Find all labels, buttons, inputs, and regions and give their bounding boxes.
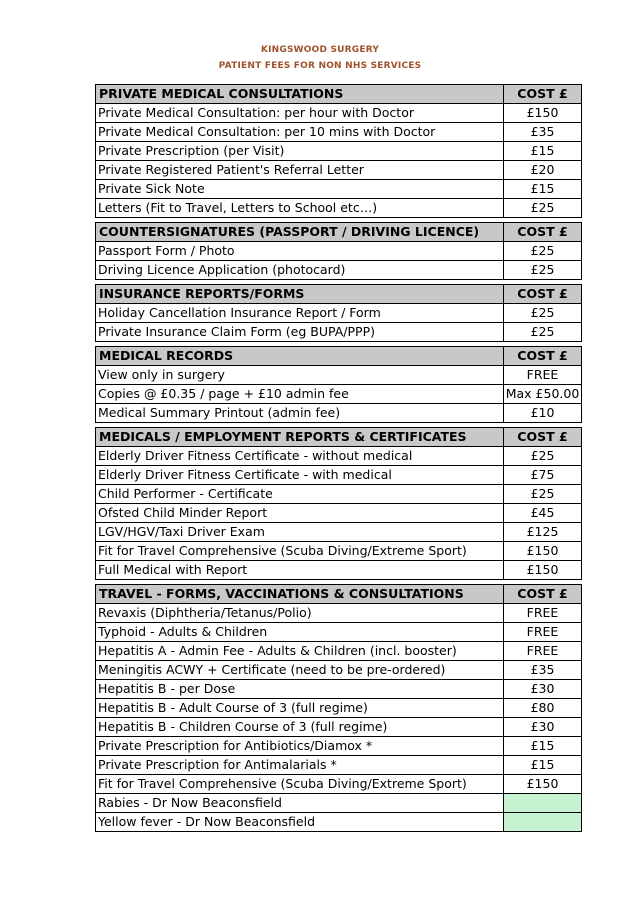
section-title: PRIVATE MEDICAL CONSULTATIONS (96, 85, 504, 103)
service-description: Elderly Driver Fitness Certificate - without medical (96, 447, 504, 465)
table-row (96, 736, 581, 755)
table-row (96, 103, 581, 122)
table-row (96, 179, 581, 198)
service-description: Child Performer - Certificate (96, 485, 504, 503)
service-cost: FREE (526, 605, 559, 620)
table-row (96, 303, 581, 322)
table-row (96, 679, 581, 698)
section-title: INSURANCE REPORTS/FORMS (96, 285, 504, 303)
fee-section (95, 84, 582, 218)
cost-column-header: COST £ (517, 286, 568, 301)
service-description: Private Prescription for Antibiotics/Diamox * (96, 737, 504, 755)
service-description: Elderly Driver Fitness Certificate - with medical (96, 466, 504, 484)
fee-section (95, 346, 582, 423)
section-title: MEDICALS / EMPLOYMENT REPORTS & CERTIFICATES (96, 428, 504, 446)
table-row (96, 522, 581, 541)
service-cost: £25 (530, 305, 555, 320)
service-description: Driving Licence Application (photocard) (96, 261, 504, 279)
table-row (96, 698, 581, 717)
table-row (96, 660, 581, 679)
service-description: Typhoid - Adults & Children (96, 623, 504, 641)
service-cost: £25 (530, 243, 555, 258)
fee-table (95, 84, 582, 836)
service-description: Medical Summary Printout (admin fee) (96, 404, 504, 422)
cost-column-header: COST £ (517, 348, 568, 363)
table-row (96, 812, 581, 831)
service-cost: FREE (526, 367, 559, 382)
service-cost: £80 (530, 700, 555, 715)
service-description: Rabies - Dr Now Beaconsfield (96, 794, 504, 812)
section-title: MEDICAL RECORDS (96, 347, 504, 365)
section-title: TRAVEL - FORMS, VACCINATIONS & CONSULTATIONS (96, 585, 504, 603)
service-description: Hepatitis B - Children Course of 3 (full regime) (96, 718, 504, 736)
service-cost: £15 (530, 757, 555, 772)
table-row (96, 365, 581, 384)
table-row (96, 717, 581, 736)
section-header-row (96, 85, 581, 103)
service-cost: £15 (530, 143, 555, 158)
table-row (96, 503, 581, 522)
service-description: Hepatitis A - Admin Fee - Adults & Children (incl. booster) (96, 642, 504, 660)
table-row (96, 198, 581, 217)
service-description: Hepatitis B - per Dose (96, 680, 504, 698)
table-row (96, 160, 581, 179)
service-cost: £25 (530, 200, 555, 215)
fee-section (95, 222, 582, 280)
service-cost: FREE (526, 624, 559, 639)
service-cost: £20 (530, 162, 555, 177)
table-row (96, 241, 581, 260)
section-header-row (96, 347, 581, 365)
service-cost: £35 (530, 124, 555, 139)
service-description: Yellow fever - Dr Now Beaconsfield (96, 813, 504, 831)
cost-column-header: COST £ (517, 429, 568, 444)
service-cost: £15 (530, 181, 555, 196)
service-cost: £75 (530, 467, 555, 482)
table-row (96, 541, 581, 560)
section-header-row (96, 428, 581, 446)
service-cost (504, 813, 581, 831)
service-cost: £25 (530, 448, 555, 463)
cost-column-header: COST £ (517, 86, 568, 101)
service-description: Copies @ £0.35 / page + £10 admin fee (96, 385, 504, 403)
cost-column-header: COST £ (517, 586, 568, 601)
table-row (96, 603, 581, 622)
table-row (96, 755, 581, 774)
service-cost: £150 (526, 105, 559, 120)
service-cost: £25 (530, 262, 555, 277)
table-row (96, 141, 581, 160)
service-cost (504, 794, 581, 812)
service-cost: £150 (526, 776, 559, 791)
service-cost: £30 (530, 681, 555, 696)
section-header-row (96, 585, 581, 603)
document-title: KINGSWOOD SURGERY (260, 45, 380, 55)
service-description: Revaxis (Diphtheria/Tetanus/Polio) (96, 604, 504, 622)
table-row (96, 484, 581, 503)
table-row (96, 403, 581, 422)
table-row (96, 793, 581, 812)
service-cost: £25 (530, 486, 555, 501)
service-description: Fit for Travel Comprehensive (Scuba Diving/Extreme Sport) (96, 775, 504, 793)
table-row (96, 122, 581, 141)
service-description: Private Prescription (per Visit) (96, 142, 504, 160)
service-cost: £10 (530, 405, 555, 420)
service-cost: £150 (526, 562, 559, 577)
table-row (96, 322, 581, 341)
service-description: Private Prescription for Antimalarials * (96, 756, 504, 774)
cost-column-header: COST £ (517, 224, 568, 239)
service-description: Private Medical Consultation: per 10 mins with Doctor (96, 123, 504, 141)
service-cost: £25 (530, 324, 555, 339)
service-description: Passport Form / Photo (96, 242, 504, 260)
service-description: Private Registered Patient's Referral Letter (96, 161, 504, 179)
service-cost: £15 (530, 738, 555, 753)
table-row (96, 774, 581, 793)
table-row (96, 260, 581, 279)
service-description: LGV/HGV/Taxi Driver Exam (96, 523, 504, 541)
service-description: Letters (Fit to Travel, Letters to School etc…) (96, 199, 504, 217)
document-subtitle: PATIENT FEES FOR NON NHS SERVICES (218, 61, 422, 71)
table-row (96, 622, 581, 641)
service-description: Private Insurance Claim Form (eg BUPA/PPP) (96, 323, 504, 341)
table-row (96, 641, 581, 660)
service-cost: £30 (530, 719, 555, 734)
service-cost: £150 (526, 543, 559, 558)
service-description: Meningitis ACWY + Certificate (need to be pre-ordered) (96, 661, 504, 679)
service-description: Private Sick Note (96, 180, 504, 198)
service-cost: FREE (526, 643, 559, 658)
fee-section (95, 427, 582, 580)
section-title: COUNTERSIGNATURES (PASSPORT / DRIVING LICENCE) (96, 223, 504, 241)
table-row (96, 384, 581, 403)
table-row (96, 446, 581, 465)
service-description: Hepatitis B - Adult Course of 3 (full regime) (96, 699, 504, 717)
service-cost: Max £50.00 (505, 386, 580, 401)
table-row (96, 560, 581, 579)
section-header-row (96, 285, 581, 303)
service-description: Fit for Travel Comprehensive (Scuba Diving/Extreme Sport) (96, 542, 504, 560)
section-header-row (96, 223, 581, 241)
service-description: View only in surgery (96, 366, 504, 384)
service-cost: £45 (530, 505, 555, 520)
service-description: Private Medical Consultation: per hour with Doctor (96, 104, 504, 122)
fee-section (95, 584, 582, 832)
service-cost: £35 (530, 662, 555, 677)
service-description: Ofsted Child Minder Report (96, 504, 504, 522)
service-description: Holiday Cancellation Insurance Report / Form (96, 304, 504, 322)
table-row (96, 465, 581, 484)
fee-section (95, 284, 582, 342)
service-cost: £125 (526, 524, 559, 539)
service-description: Full Medical with Report (96, 561, 504, 579)
